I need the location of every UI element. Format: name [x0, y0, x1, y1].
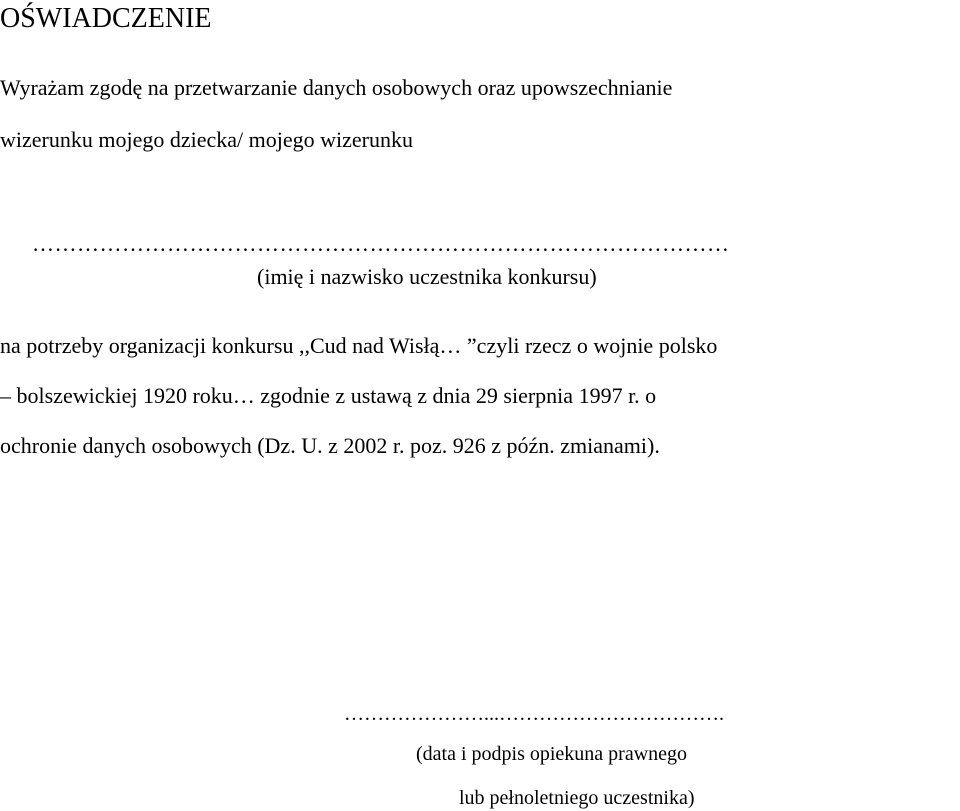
document-title: OŚWIADCZENIE [0, 3, 212, 34]
consent-text-line-1: Wyrażam zgodę na przetwarzanie danych osobowych oraz upowszechnianie [0, 75, 673, 100]
consent-text-line-2: wizerunku mojego dziecka/ mojego wizerunku [0, 127, 413, 152]
body-text-line-3: ochronie danych osobowych (Dz. U. z 2002 r. poz. 926 z późn. zmianami). [0, 433, 660, 458]
signature-field: …………………...……………………………. [344, 703, 724, 725]
body-text-line-1: na potrzeby organizacji konkursu ,,Cud nad Wisłą… ”czyli rzecz o wojnie polsko [0, 333, 718, 358]
signature-caption-line-2: lub pełnoletniego uczestnika) [459, 787, 695, 809]
participant-name-field: ………………………………………………………………………………… [32, 231, 730, 256]
participant-name-caption: (imię i nazwisko uczestnika konkursu) [257, 264, 597, 289]
signature-caption-line-1: (data i podpis opiekuna prawnego [416, 743, 688, 765]
body-text-line-2: – bolszewickiej 1920 roku… zgodnie z ustawą z dnia 29 sierpnia 1997 r. o [0, 383, 657, 408]
